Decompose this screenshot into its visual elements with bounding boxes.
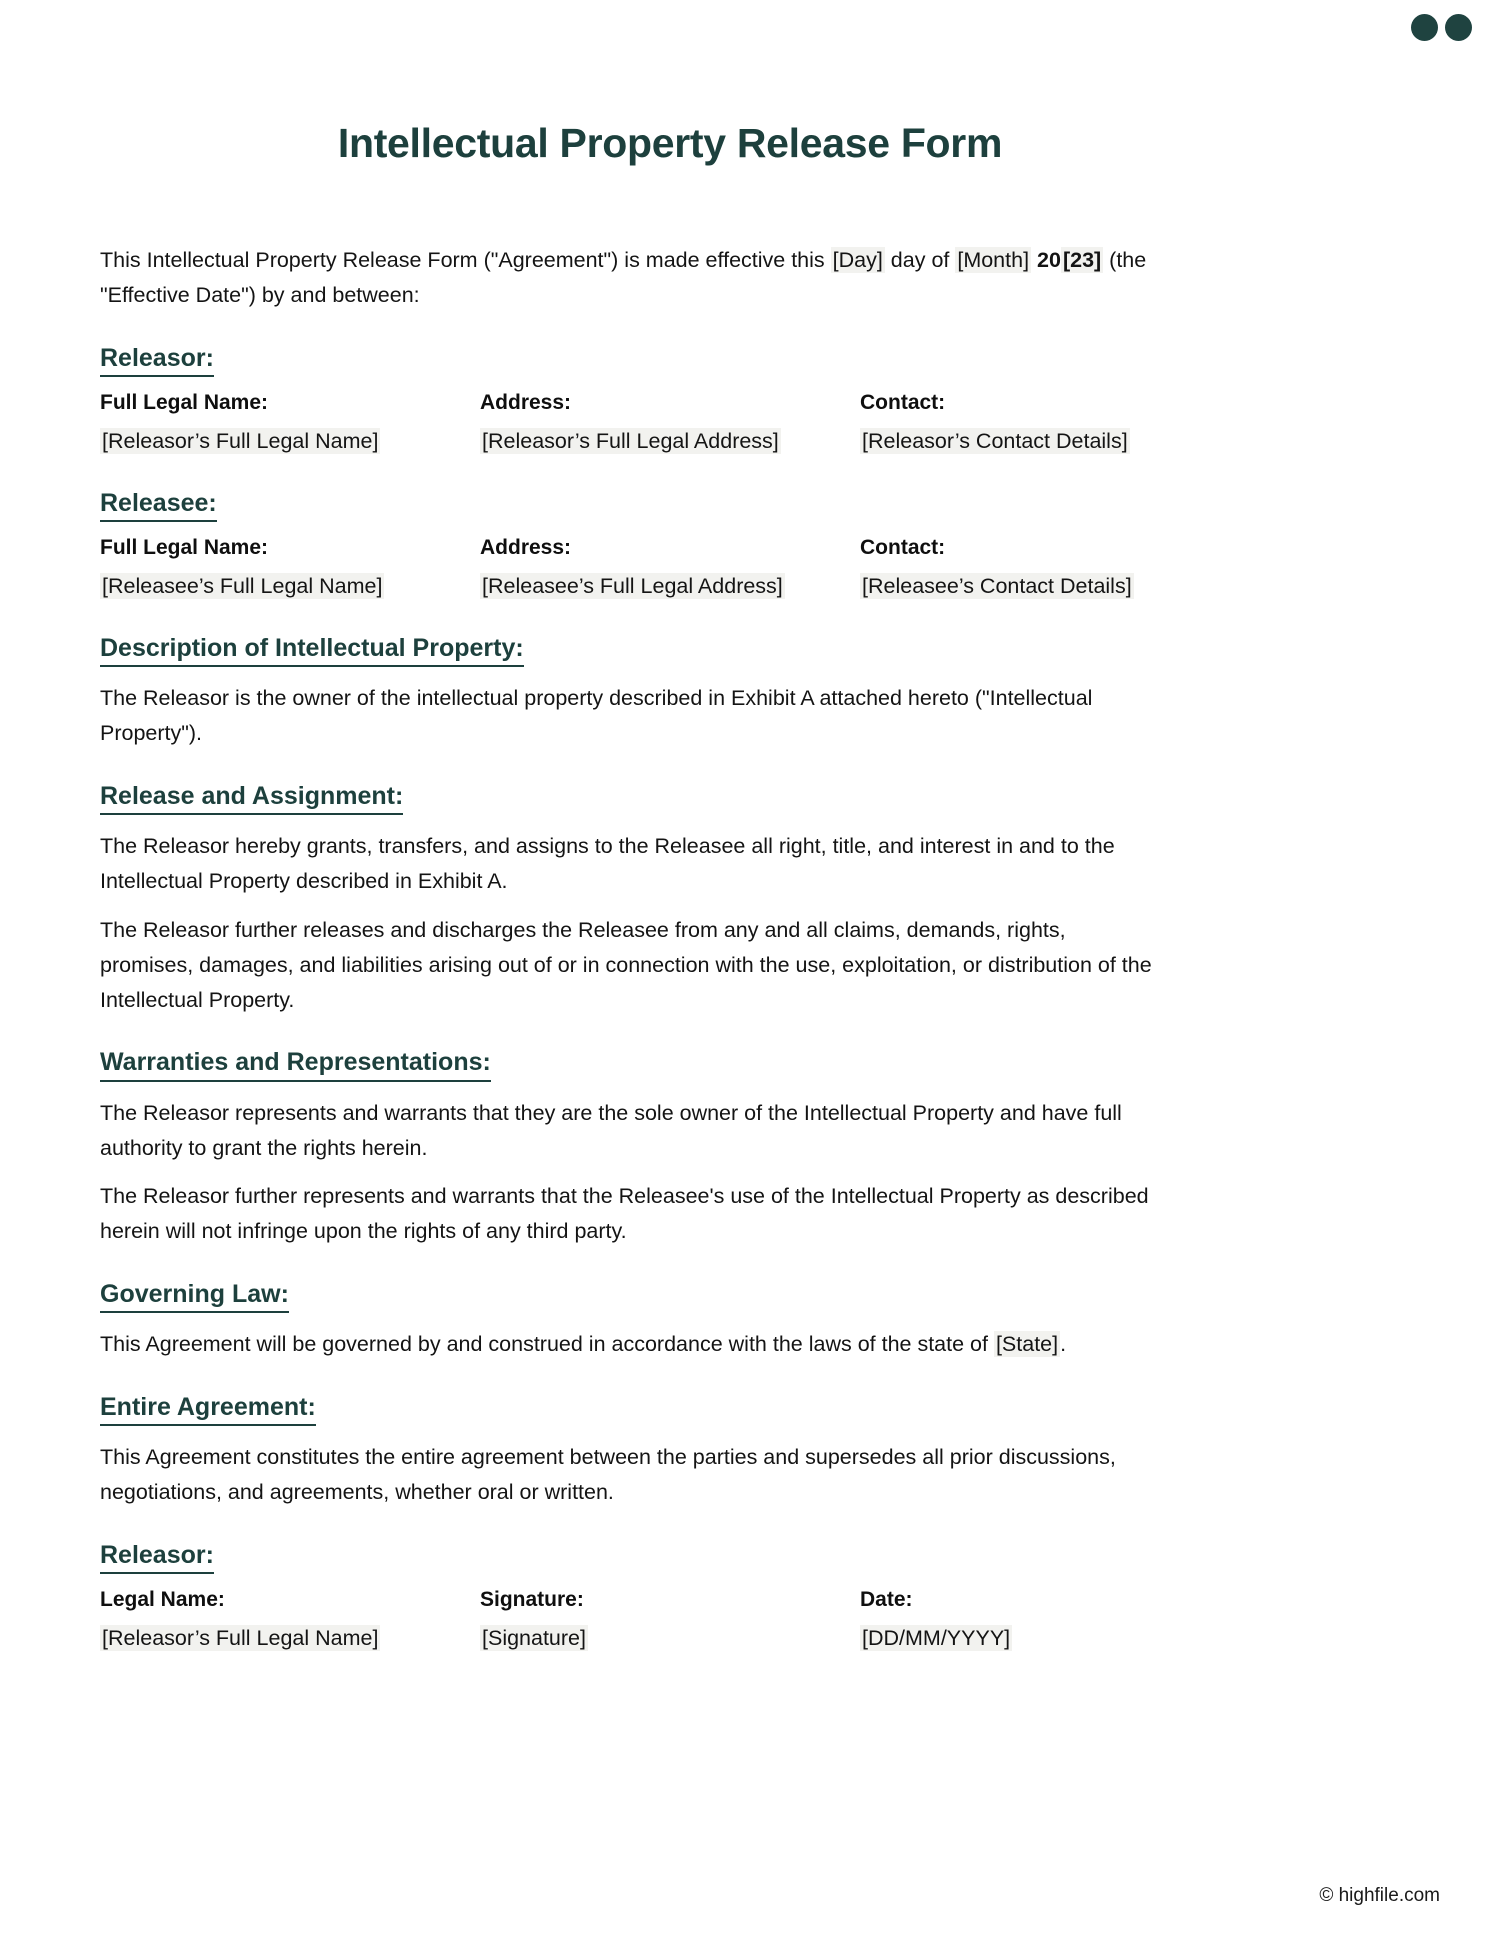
section-governing-law — [100, 1279, 1400, 1362]
placeholder-releasor-contact[interactable]: [Releasor’s Contact Details] — [862, 428, 1128, 453]
label-full-legal-name: Full Legal Name: — [100, 390, 269, 414]
footer-copyright: © highfile.com — [1319, 1885, 1440, 1906]
value-full-legal-name — [100, 574, 480, 603]
placeholder-state[interactable]: [State] — [995, 1332, 1059, 1357]
section-release-and-assignment — [100, 781, 1400, 1017]
brand-dot-right-icon — [1445, 14, 1472, 41]
value-full-legal-name — [100, 429, 480, 458]
placeholder-day[interactable]: [Day] — [832, 248, 883, 272]
value-signature — [480, 1626, 860, 1655]
section-paragraph: The Releasor further represents and warrants that the Releasee's use of the Intellectual Property as described herein will not infringe upon the rights of any third party. — [100, 1184, 1149, 1244]
placeholder-year[interactable]: [23] — [1062, 248, 1102, 272]
label-full-legal-name: Full Legal Name: — [100, 536, 269, 560]
governing-law-text-after: . — [1060, 1332, 1067, 1357]
party-block-releasor — [100, 343, 1400, 458]
label-contact: Contact: — [860, 536, 946, 560]
value-contact — [860, 429, 1400, 458]
party-block-releasee — [100, 488, 1400, 603]
section-paragraph: This Agreement constitutes the entire agreement between the parties and supersedes all prior discussions, negotiations, and agreements, whether oral or written. — [100, 1445, 1116, 1505]
label-signature: Signature: — [480, 1588, 584, 1612]
label-date: Date: — [860, 1588, 913, 1612]
signature-block — [100, 1540, 1400, 1655]
intro-text-2: day of — [884, 248, 956, 272]
placeholder-signature-name[interactable]: [Releasor’s Full Legal Name] — [102, 1626, 379, 1651]
section-paragraph: The Releasor is the owner of the intellectual property described in Exhibit A attached hereto ("Intellectual Property"). — [100, 686, 1093, 746]
governing-law-text-before: This Agreement will be governed by and construed in accordance with the laws of the state of — [100, 1332, 994, 1357]
value-legal-name — [100, 1626, 480, 1655]
section-paragraph: The Releasor hereby grants, transfers, and assigns to the Releasee all right, title, and interest in and to the Intellectual Property described in Exhibit A. — [100, 834, 1115, 894]
placeholder-releasor-name[interactable]: [Releasor’s Full Legal Name] — [102, 428, 379, 453]
section-heading: Entire Agreement: — [100, 1392, 316, 1426]
year-prefix: 20 — [1037, 248, 1061, 272]
signature-field-grid — [100, 1588, 1400, 1655]
section-heading: Release and Assignment: — [100, 781, 403, 815]
section-paragraph: The Releasor represents and warrants that they are the sole owner of the Intellectual Property and have full authority to grant the rights herein. — [100, 1100, 1122, 1160]
section-heading: Governing Law: — [100, 1279, 289, 1313]
label-contact: Contact: — [860, 390, 946, 414]
label-legal-name: Legal Name: — [100, 1588, 225, 1612]
intro-text-1: This Intellectual Property Release Form ("Agreement") is made effective this — [100, 248, 831, 272]
section-paragraph — [100, 1327, 1155, 1362]
page-title: Intellectual Property Release Form — [337, 120, 1003, 166]
placeholder-releasee-name[interactable]: [Releasee’s Full Legal Name] — [102, 574, 383, 599]
party-heading-releasee: Releasee: — [100, 488, 217, 522]
value-contact — [860, 574, 1400, 603]
intro-paragraph — [100, 243, 1155, 313]
section-warranties-and-representations — [100, 1047, 1400, 1249]
section-heading: Description of Intellectual Property: — [100, 633, 524, 667]
section-entire-agreement — [100, 1392, 1400, 1510]
placeholder-date[interactable]: [DD/MM/YYYY] — [862, 1626, 1011, 1651]
brand-dot-left-icon — [1411, 14, 1438, 41]
placeholder-releasee-address[interactable]: [Releasee’s Full Legal Address] — [482, 574, 783, 599]
value-date — [860, 1626, 1400, 1655]
placeholder-releasor-address[interactable]: [Releasor’s Full Legal Address] — [482, 428, 779, 453]
placeholder-month[interactable]: [Month] — [957, 248, 1030, 272]
label-address: Address: — [480, 536, 572, 560]
document-body — [100, 0, 1400, 1659]
placeholder-releasee-contact[interactable]: [Releasee’s Contact Details] — [862, 574, 1132, 599]
value-address — [480, 429, 860, 458]
brand-logo — [1411, 14, 1472, 41]
value-address — [480, 574, 860, 603]
section-paragraph: The Releasor further releases and discharges the Releasee from any and all claims, demands, rights, promises, damages, and liabilities arising out of or in connection with the use, exploitation, or distribution of the Intellectual Property. — [100, 917, 1152, 1012]
signature-heading-releasor: Releasor: — [100, 1540, 214, 1574]
placeholder-signature[interactable]: [Signature] — [482, 1626, 586, 1651]
intro-text-4: (the "Effective Date") by and between: — [100, 248, 1147, 307]
label-address: Address: — [480, 390, 572, 414]
party-field-grid-releasor — [100, 391, 1400, 458]
section-description-of-ip — [100, 633, 1400, 751]
party-field-grid-releasee — [100, 536, 1400, 603]
party-heading-releasor: Releasor: — [100, 343, 214, 377]
section-heading: Warranties and Representations: — [100, 1047, 491, 1081]
